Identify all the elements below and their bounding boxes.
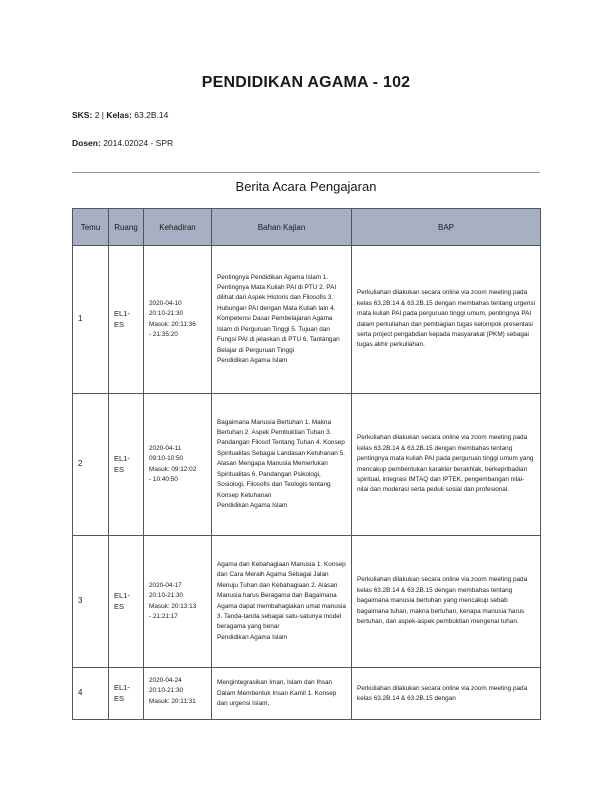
temu-cell: 2 (73, 394, 109, 536)
dosen-value: 2014.02024 - SPR (103, 138, 174, 148)
sks-label: SKS: (72, 110, 93, 120)
dosen-label: Dosen: (72, 138, 101, 148)
kehadiran-cell (144, 246, 212, 394)
kehadiran-checkin: Masuk: 20:11:31 (149, 697, 196, 705)
table-row (73, 668, 541, 720)
kehadiran-cell (144, 668, 212, 720)
temu-cell: 1 (73, 246, 109, 394)
bap-cell: Perkuliahan dilakukan secara online via zoom meeting pada kelas 63.2B.14 & 63.2B.15 dengan membahas tentang pentingnya mata kuliah PAI pada perguruan tinggi umum yang mencakup pembentukan karakter berakhlak, berkepribadian spiritual, integrasi IMTAQ dan IPTEK, pengembangan nilai-nilai dan moderasi serta peduli sosial dan profesional. (352, 394, 541, 536)
header-kehadiran: Kehadiran (144, 209, 212, 246)
kehadiran-cell (144, 536, 212, 668)
course-title: PENDIDIKAN AGAMA - 102 (201, 74, 411, 91)
bahan-kajian-text: Bagaimana Manusia Bertuhan 1. Makna Bertuhan 2. Aspek Pembuktian Tuhan 3. Pandangan Filosof Tentang Tuhan 4. Konsep Spiritualitas Sebagai Landasan Ketuhanan 5. Alasan Mengapa Manusia Memerlukan Spiritualitas 6. Pandangan Psikologi, Sosiologi, Filosofis dan Teologis tentang Konsep Ketuhanan (217, 418, 345, 499)
table-row (73, 536, 541, 668)
kehadiran-date: 2020-04-10 (149, 299, 182, 307)
kehadiran-date: 2020-04-17 (149, 581, 182, 589)
kehadiran-checkout: - 21:21:17 (149, 612, 178, 620)
kehadiran-checkin: Masuk: 09:12:02 (149, 465, 197, 473)
bap-cell: Perkuliahan dilakukan secara online via zoom meeting pada kelas 63.2B.14 & 63.2B.15 dengan (352, 668, 541, 720)
bahan-kajian-cell (212, 536, 352, 668)
temu-cell: 4 (73, 668, 109, 720)
horizontal-divider (72, 172, 540, 173)
bahan-kajian-reference: Pendidikan Agama Islam (217, 501, 288, 509)
bahan-kajian-reference: Pendidikan Agama Islam (217, 633, 288, 641)
bahan-kajian-text: Agama dan Kebahagiaan Manusia 1. Konsep dan Cara Meraih Agama Sebagai Jalan Menuju Tuhan dan Kebahagiaan 2. Alasan Manusia harus Beragama dan Bagaimana Agama dapat membahagiakan umat manusia 3. Tanda-tanda sebagai satu-satunya model beragama yang benar (217, 560, 346, 631)
kehadiran-checkout: - 21:35:20 (149, 330, 178, 338)
header-ruang: Ruang (109, 209, 144, 246)
lecturer-info-line (72, 138, 173, 148)
header-bahan-kajian: Bahan Kajian (212, 209, 352, 246)
kehadiran-checkin: Masuk: 20:11:36 (149, 320, 196, 328)
table-row (73, 246, 541, 394)
bahan-kajian-cell (212, 394, 352, 536)
kehadiran-cell (144, 394, 212, 536)
kelas-label: Kelas: (106, 110, 132, 120)
kehadiran-date: 2020-04-11 (149, 444, 182, 452)
teaching-record-table (72, 208, 541, 720)
bahan-kajian-text: Mengintegrasikan Iman, Islam dan Ihsan Dalam Membentuk Insan Kamil 1. Konsep dan urgensi Islam, (217, 679, 337, 708)
bahan-kajian-cell (212, 246, 352, 394)
ruang-cell: EL1-ES (109, 246, 144, 394)
header-temu: Temu (73, 209, 109, 246)
table-row (73, 394, 541, 536)
temu-cell: 3 (73, 536, 109, 668)
ruang-cell: EL1-ES (109, 536, 144, 668)
bahan-kajian-text: Pentingnya Pendidikan Agama Islam 1. Pentingnya Mata Kuliah PAI di PTU 2. PAI dilihat dari Aspek Historis dan Filosofis 3. Hubungan PAI dengan Mata Kuliah lain 4. Kompetensi Dasar Pembelajaran Agama Islam di Perguruan Tinggi 5. Tujuan dan Fungsi PAI di jelaskan di PTU 6. Tantangan Belajar di Perguruan Tinggi (217, 273, 340, 354)
bap-cell: Perkuliahan dilakukan secara online via zoom meeting pada kelas 63.2B.14 & 63.2B.15 dengan membahas tentang urgensi mata kuliah PAI pada perguruan tinggi umum, pentingnya PAI dalam perkuliahan dan pembagian tugas kelompok presentasi serta project pengabdian kepada masyarakat (PKM) sebagai tugas akhir perkuliahan. (352, 246, 541, 394)
bap-cell: Perkuliahan dilakukan secara online via zoom meeting pada kelas 63.2B.14 & 63.2B.15 dengan membahas tentang bagaimana manusia bertuhan yang mencakup sebab bagaimana tuhan, makna bertuhan, kenapa manusia harus bertuhan, dan aspek-aspek pembuktian mengenai tuhan. (352, 536, 541, 668)
kehadiran-checkin: Masuk: 20:13:13 (149, 602, 197, 610)
bahan-kajian-reference: Pendidikan Agama Islam (217, 356, 288, 364)
sks-value: 2 (94, 110, 100, 120)
kehadiran-checkout: - 10:40:50 (149, 475, 178, 483)
section-title: Berita Acara Pengajaran (235, 179, 377, 194)
kehadiran-schedule: 20:10-21:30 (149, 592, 184, 600)
kehadiran-schedule: 20:10-21:30 (149, 687, 184, 695)
header-bap: BAP (352, 209, 541, 246)
bahan-kajian-cell (212, 668, 352, 720)
kehadiran-schedule: 09:10-10:50 (149, 455, 184, 463)
kelas-value: 63.2B.14 (134, 110, 169, 120)
kehadiran-schedule: 20:10-21:30 (149, 310, 184, 318)
course-info-line (72, 110, 168, 120)
ruang-cell: EL1-ES (109, 394, 144, 536)
table-header-row (73, 209, 541, 246)
kehadiran-date: 2020-04-24 (149, 677, 182, 684)
info-separator: | (101, 110, 105, 120)
ruang-cell: EL1-ES (109, 668, 144, 720)
